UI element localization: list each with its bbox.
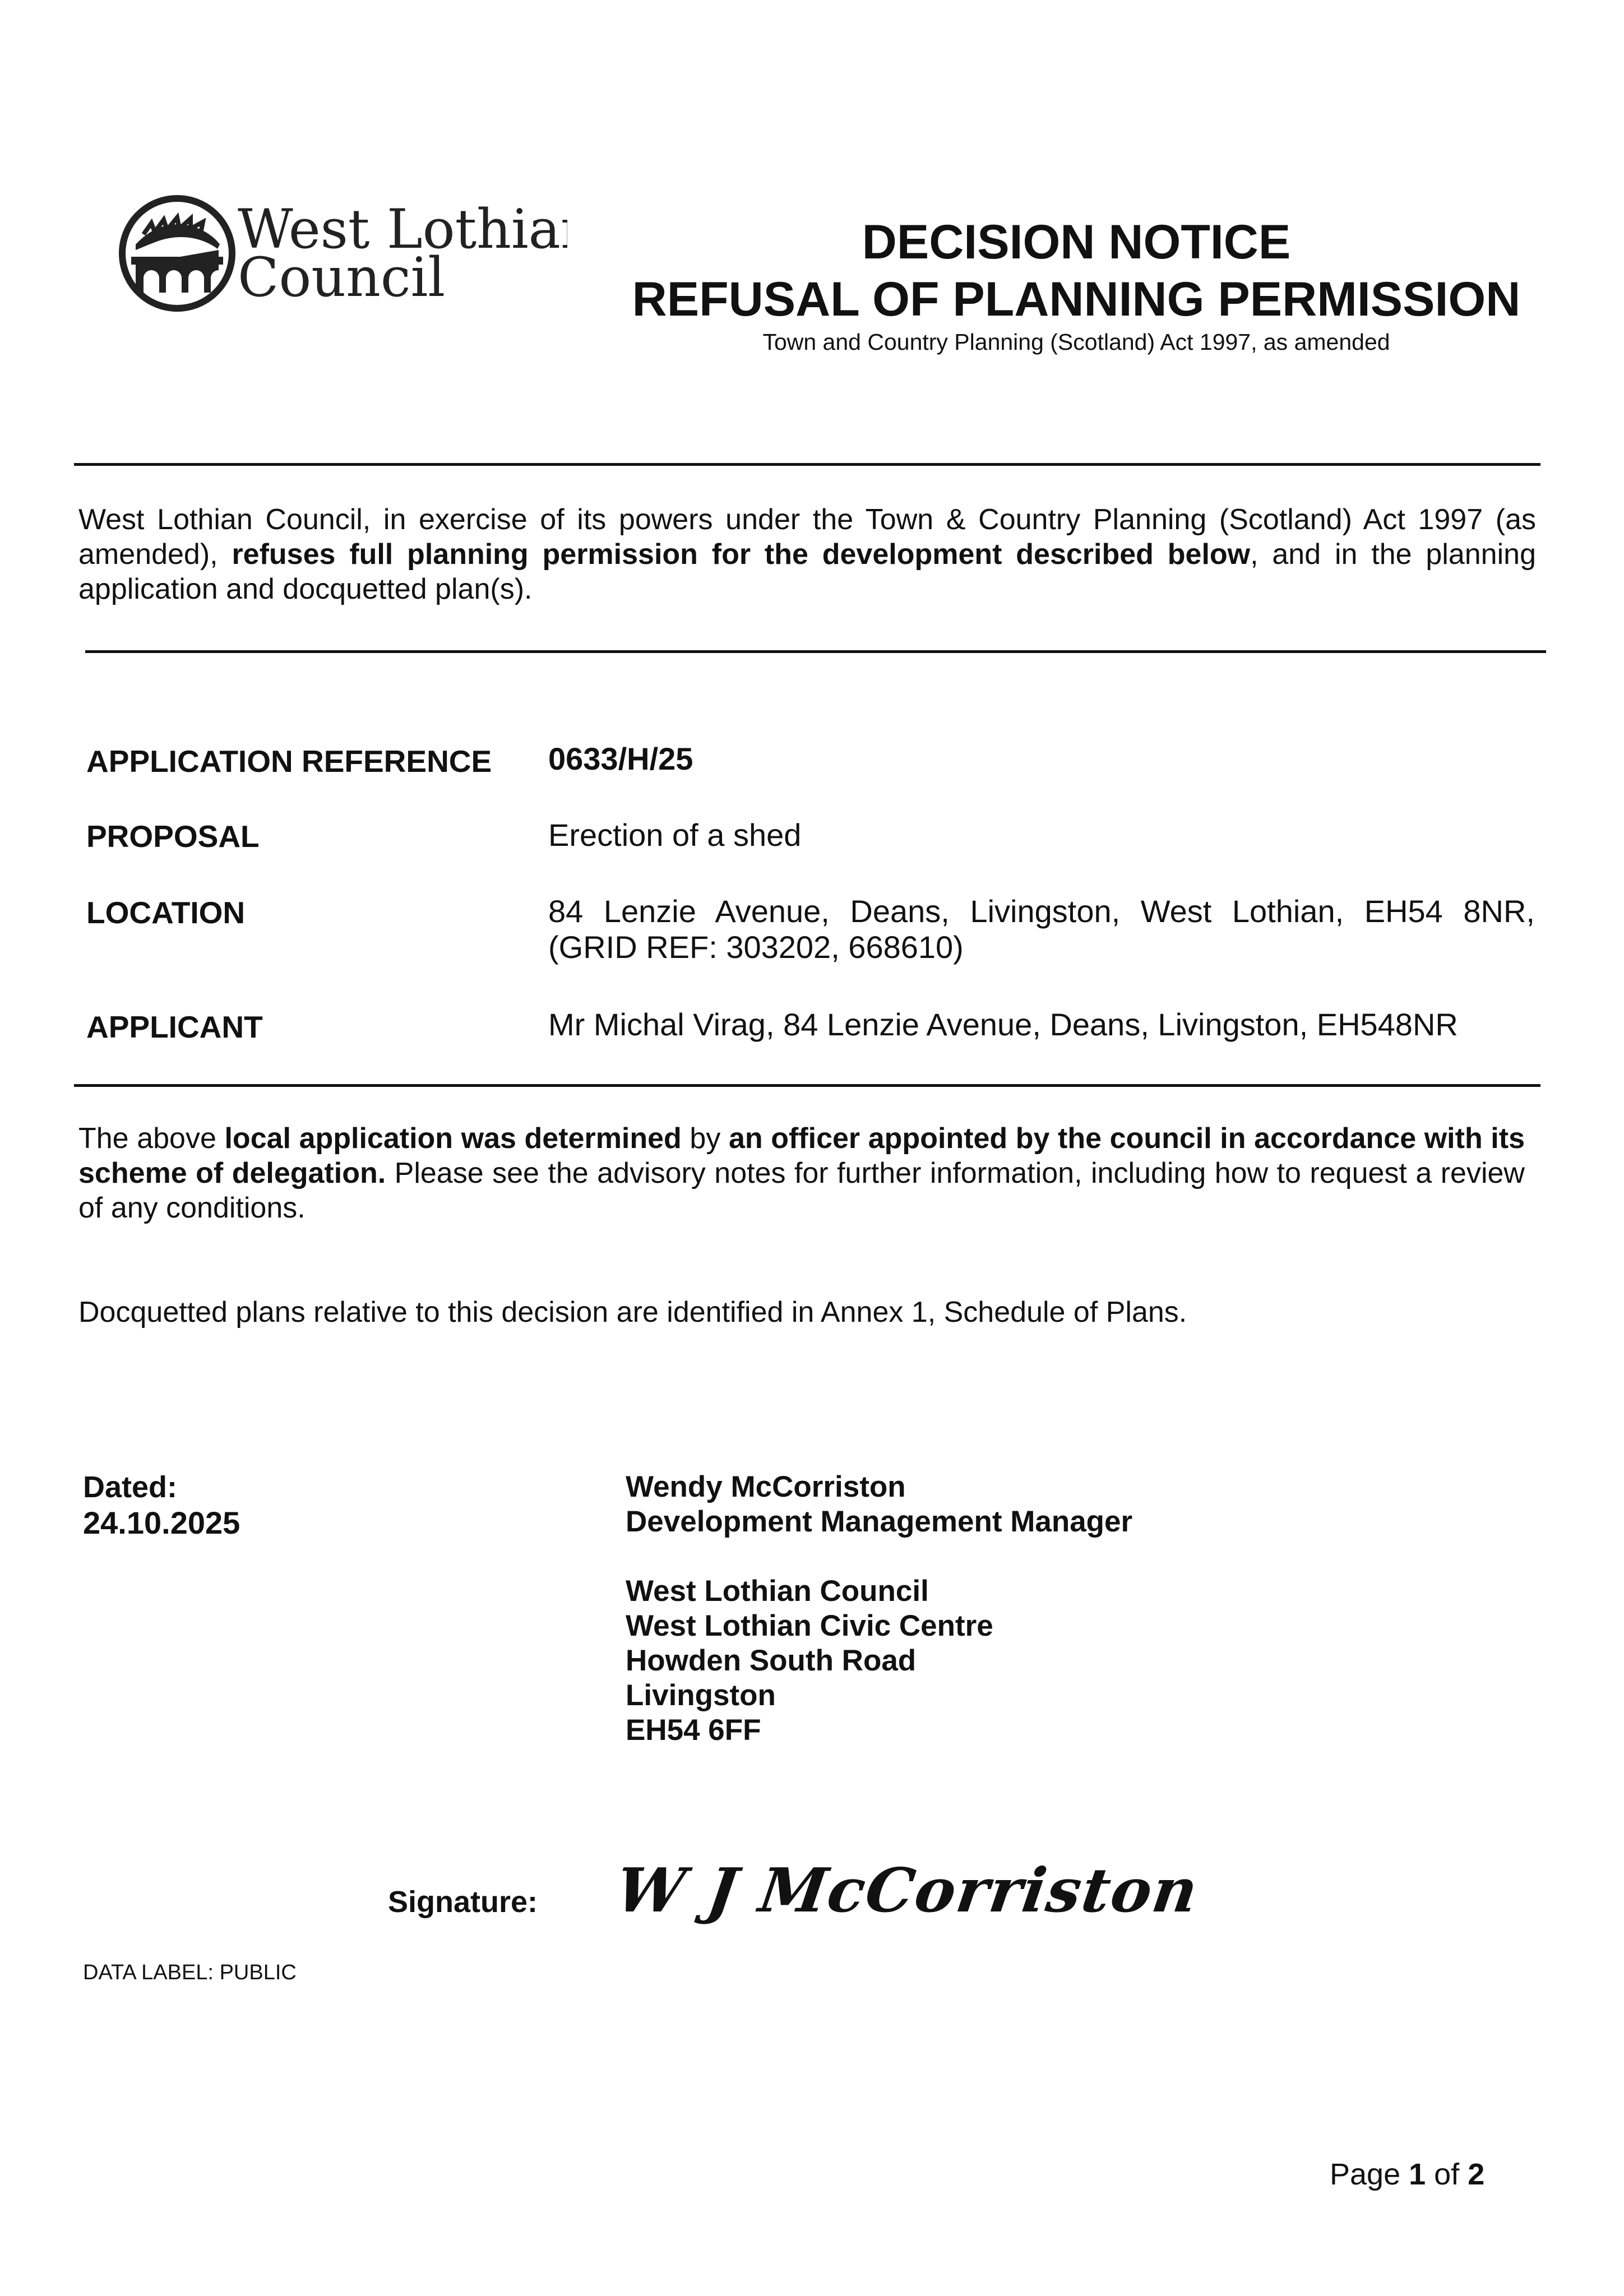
address-line: Livingston xyxy=(626,1679,776,1712)
handwritten-signature: W J McCorriston xyxy=(612,1855,1203,1926)
divider xyxy=(74,463,1540,466)
page-prefix: Page xyxy=(1330,2158,1409,2191)
signature-label: Signature: xyxy=(388,1885,538,1919)
data-classification-label: DATA LABEL: PUBLIC xyxy=(83,1961,297,1984)
docquetted-plans-note: Docquetted plans relative to this decision are identified in Annex 1, Schedule of Plans. xyxy=(78,1296,1187,1328)
notice-subtitle-heading: REFUSAL OF PLANNING PERMISSION xyxy=(632,272,1521,326)
intro-text-end: , and in the planning application and docquetted plan(s). xyxy=(78,538,1536,605)
spacer xyxy=(626,1539,1132,1574)
page-of: of xyxy=(1426,2158,1468,2191)
signatory-role: Development Management Manager xyxy=(626,1505,1133,1538)
proposal-label: PROPOSAL xyxy=(86,819,260,854)
dated-label: Dated: xyxy=(83,1470,178,1504)
applicant-value: Mr Michal Virag, 84 Lenzie Avenue, Deans, Livingston, EH548NR xyxy=(548,1007,1458,1042)
logo-line-2: Council xyxy=(238,246,446,309)
intro-paragraph xyxy=(78,502,1536,607)
applicant-label: APPLICANT xyxy=(86,1010,263,1044)
address-line: Howden South Road xyxy=(626,1644,917,1677)
delegation-bold-text: an officer appointed by the council in accordance with its scheme of delegation. xyxy=(78,1122,1525,1189)
address-line: West Lothian Civic Centre xyxy=(626,1609,993,1642)
signatory-block xyxy=(626,1470,1132,1748)
intro-decision-text: refuses full planning permission for the development described below xyxy=(232,538,1251,571)
intro-text: West Lothian Council, in exercise of its powers under the Town & Country Planning (Scotland) Act 1997 (as amended), xyxy=(78,503,1536,571)
legislation-reference: Town and Country Planning (Scotland) Act 1997, as amended xyxy=(762,329,1390,355)
determination-paragraph xyxy=(78,1121,1525,1225)
determination-text: by xyxy=(681,1122,729,1155)
council-logo xyxy=(119,189,567,324)
address-line: EH54 6FF xyxy=(626,1714,761,1747)
notice-title: DECISION NOTICE xyxy=(862,215,1291,269)
divider xyxy=(85,650,1546,653)
page-total: 2 xyxy=(1468,2158,1485,2191)
determination-text: Please see the advisory notes for further information, including how to request a review of any conditions. xyxy=(78,1157,1525,1224)
application-reference-value: 0633/H/25 xyxy=(548,741,693,776)
determination-bold-text: local application was determined xyxy=(224,1122,682,1155)
page-number xyxy=(1330,2157,1484,2192)
location-value: 84 Lenzie Avenue, Deans, Livingston, West Lothian, EH54 8NR, (GRID REF: 303202, 668610) xyxy=(548,894,1535,965)
page-current: 1 xyxy=(1409,2158,1426,2191)
signatory-name: Wendy McCorriston xyxy=(626,1470,906,1503)
location-label: LOCATION xyxy=(86,895,246,930)
determination-text: The above xyxy=(78,1122,225,1155)
application-reference-label: APPLICATION REFERENCE xyxy=(86,744,492,779)
proposal-value: Erection of a shed xyxy=(548,817,802,853)
dated-value: 24.10.2025 xyxy=(83,1505,240,1540)
address-line: West Lothian Council xyxy=(626,1575,929,1608)
viaduct-emblem-icon xyxy=(119,189,567,324)
logo-line-1: West Lothian xyxy=(238,198,567,261)
divider xyxy=(74,1084,1540,1087)
